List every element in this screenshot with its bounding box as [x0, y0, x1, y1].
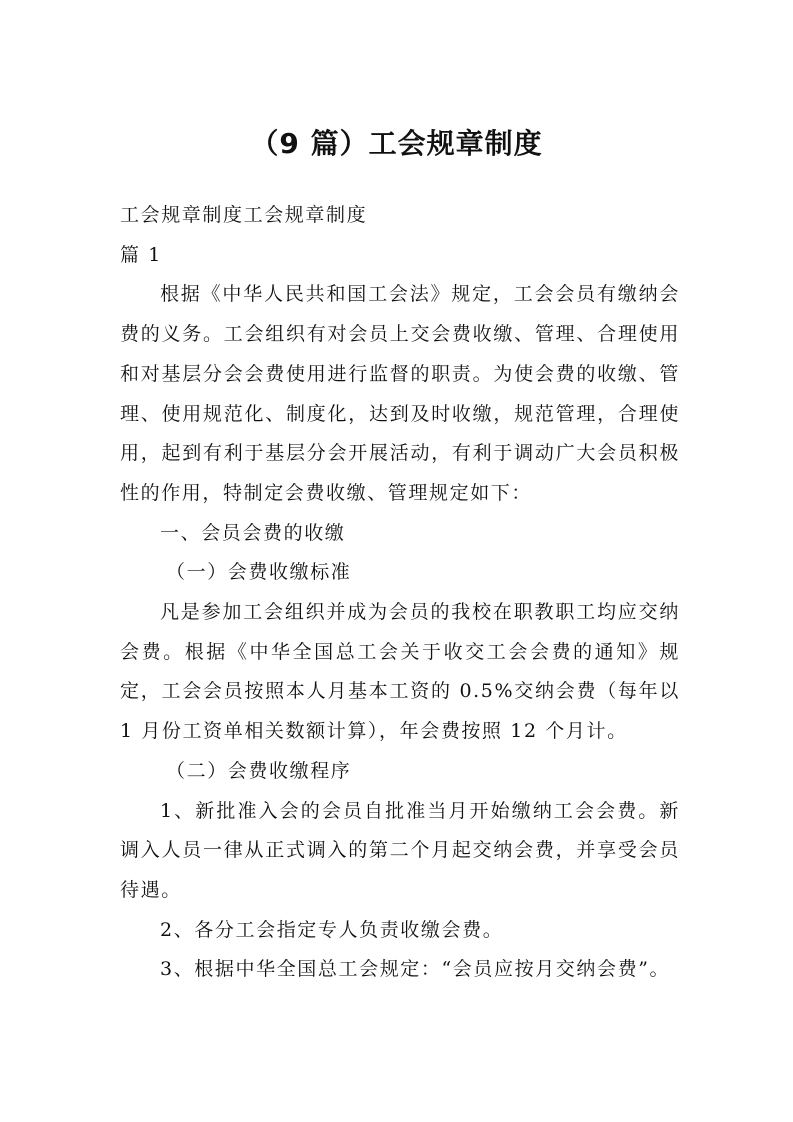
section-heading-1: 一、会员会费的收缴: [160, 521, 346, 544]
document-body: [120, 196, 680, 990]
paragraph-item-2: 2、各分工会指定专人负责收缴会费。: [160, 918, 504, 941]
paragraph-standard: 凡是参加工会组织并成为会员的我校在职教职工均应交纳会费。根据《中华全国总工会关于收交工会会费的通知》规定，工会会员按照本人月基本工资的 0.5%交纳会费（每年以 1 月份工资单相关数额计算），年会费按照 12 个月计。: [120, 601, 680, 743]
subsection-heading-2: （二）会费收缴程序: [166, 759, 352, 782]
subtitle-line: 工会规章制度工会规章制度: [120, 204, 368, 226]
paragraph-item-1: 1、新批准入会的会员自批准当月开始缴纳工会会费。新调入人员一律从正式调入的第二个月起交纳会费，并享受会员待遇。: [120, 799, 680, 901]
subsection-heading-1: （一）会费收缴标准: [166, 561, 352, 584]
paragraph-item-3: 3、根据中华全国总工会规定：“会员应按月交纳会费”。: [160, 958, 671, 981]
document-title: （9 篇）工会规章制度: [250, 127, 543, 160]
chapter-label: 篇 1: [120, 243, 162, 266]
paragraph-intro: 根据《中华人民共和国工会法》规定，工会会员有缴纳会费的义务。工会组织有对会员上交会费收缴、管理、合理使用和对基层分会会费使用进行监督的职责。为使会费的收缴、管理、使用规范化、制度化，达到及时收缴，规范管理，合理使用，起到有利于基层分会开展活动，有利于调动广大会员积极性的作用，特制定会费收缴、管理规定如下：: [120, 283, 680, 504]
